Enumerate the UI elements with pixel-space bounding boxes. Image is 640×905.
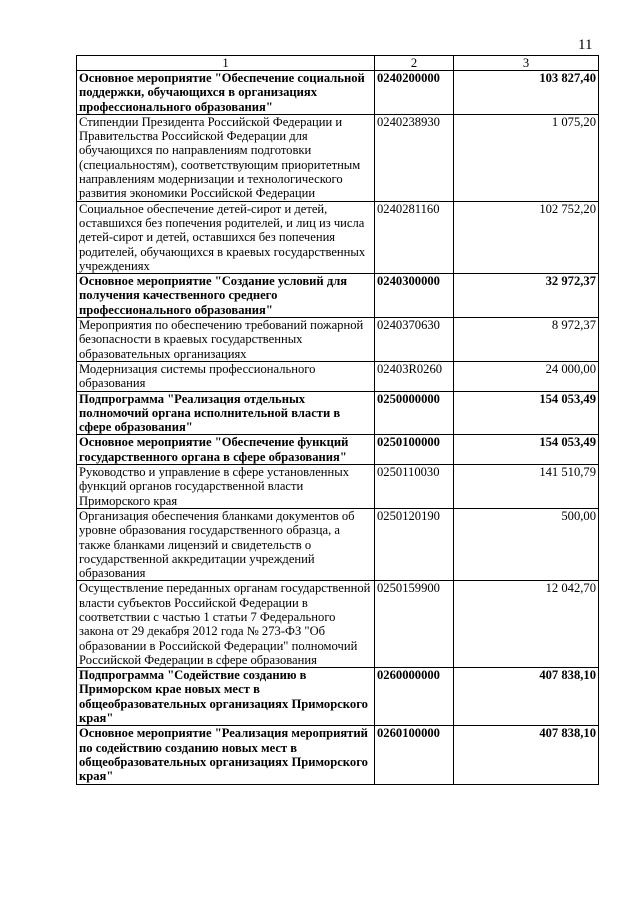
row-name: Основное мероприятие "Создание условий для получения качественного среднего профессионального образования" bbox=[77, 274, 375, 318]
table-row bbox=[77, 391, 599, 435]
row-code: 0240200000 bbox=[375, 71, 454, 115]
row-amount: 407 838,10 bbox=[454, 668, 599, 726]
row-amount: 1 075,20 bbox=[454, 114, 599, 201]
row-name: Стипендии Президента Российской Федерации и Правительства Российской Федерации для обучающихся по направлениям подготовки (специальностям), соответствующим приоритетным направлениям модернизации и технологического развития экономики Российской Федерации bbox=[77, 114, 375, 201]
row-name: Основное мероприятие "Обеспечение социальной поддержки, обучающихся в организациях профессионального образования" bbox=[77, 71, 375, 115]
row-name: Основное мероприятие "Обеспечение функций государственного органа в сфере образования" bbox=[77, 435, 375, 465]
column-header-name: 1 bbox=[77, 56, 375, 71]
row-amount: 103 827,40 bbox=[454, 71, 599, 115]
row-amount: 407 838,10 bbox=[454, 726, 599, 784]
table-row bbox=[77, 726, 599, 784]
row-amount: 24 000,00 bbox=[454, 361, 599, 391]
row-code: 0250120190 bbox=[375, 508, 454, 580]
budget-table bbox=[76, 55, 599, 785]
row-code: 0250110030 bbox=[375, 465, 454, 509]
table-row bbox=[77, 114, 599, 201]
row-amount: 154 053,49 bbox=[454, 435, 599, 465]
row-code: 0240281160 bbox=[375, 201, 454, 273]
row-code: 0250100000 bbox=[375, 435, 454, 465]
row-name: Модернизация системы профессионального образования bbox=[77, 361, 375, 391]
row-amount: 8 972,37 bbox=[454, 318, 599, 362]
row-name: Социальное обеспечение детей-сирот и детей, оставшихся без попечения родителей, и лиц из числа детей-сирот и детей, оставшихся без попечения родителей, обучающихся в краевых государственных учреждениях bbox=[77, 201, 375, 273]
row-amount: 500,00 bbox=[454, 508, 599, 580]
table-header-row bbox=[77, 56, 599, 71]
row-name: Мероприятия по обеспечению требований пожарной безопасности в краевых государственных образовательных организациях bbox=[77, 318, 375, 362]
page-number: 11 bbox=[578, 37, 593, 53]
row-code: 0240370630 bbox=[375, 318, 454, 362]
table-row bbox=[77, 361, 599, 391]
row-name: Подпрограмма "Содействие созданию в Приморском крае новых мест в общеобразовательных организациях Приморского края" bbox=[77, 668, 375, 726]
row-amount: 102 752,20 bbox=[454, 201, 599, 273]
row-code: 0260000000 bbox=[375, 668, 454, 726]
row-code: 0260100000 bbox=[375, 726, 454, 784]
row-amount: 12 042,70 bbox=[454, 581, 599, 668]
table-row bbox=[77, 318, 599, 362]
table-row bbox=[77, 668, 599, 726]
table-row bbox=[77, 71, 599, 115]
table-row bbox=[77, 581, 599, 668]
row-code: 0240300000 bbox=[375, 274, 454, 318]
row-name: Подпрограмма "Реализация отдельных полномочий органа исполнительной власти в сфере образования" bbox=[77, 391, 375, 435]
row-code: 0250159900 bbox=[375, 581, 454, 668]
row-name: Организация обеспечения бланками документов об уровне образования государственного образца, а также бланками лицензий и свидетельств о государственной аккредитации учреждений образования bbox=[77, 508, 375, 580]
column-header-code: 2 bbox=[375, 56, 454, 71]
table-body bbox=[77, 71, 599, 785]
row-amount: 32 972,37 bbox=[454, 274, 599, 318]
row-amount: 154 053,49 bbox=[454, 391, 599, 435]
column-header-amount: 3 bbox=[454, 56, 599, 71]
row-amount: 141 510,79 bbox=[454, 465, 599, 509]
row-code: 0250000000 bbox=[375, 391, 454, 435]
table-row bbox=[77, 508, 599, 580]
row-code: 02403R0260 bbox=[375, 361, 454, 391]
row-name: Осуществление переданных органам государственной власти субъектов Российской Федерации в соответствии с частью 1 статьи 7 Федерального закона от 29 декабря 2012 года № 273-ФЗ "Об образовании в Российской Федерации" полномочий Российской Федерации в сфере образования bbox=[77, 581, 375, 668]
row-name: Основное мероприятие "Реализация мероприятий по содействию созданию новых мест в общеобразовательных организациях Приморского края" bbox=[77, 726, 375, 784]
row-code: 0240238930 bbox=[375, 114, 454, 201]
table-row bbox=[77, 201, 599, 273]
table-row bbox=[77, 274, 599, 318]
table-row bbox=[77, 465, 599, 509]
table-row bbox=[77, 435, 599, 465]
row-name: Руководство и управление в сфере установленных функций органов государственной власти Приморского края bbox=[77, 465, 375, 509]
